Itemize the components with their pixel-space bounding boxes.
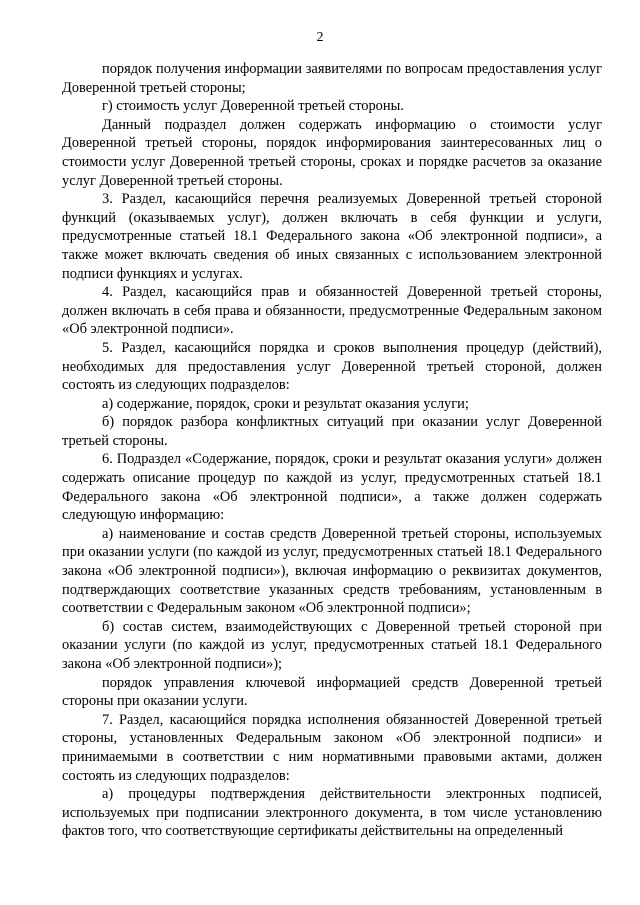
paragraph-section-3: 3. Раздел, касающийся перечня реализуемых Доверенной третьей стороной функций (оказываемых услуг), должен включать в себя функции и услуги, предусмотренные статьей 18.1 Федерального закона «Об электронной подписи», а также может включать сведения об иных связанных с использованием электронной подписи функциях и услугах.	[62, 191, 602, 282]
paragraph-section-6: 6. Подраздел «Содержание, порядок, сроки и результат оказания услуги» должен содержать описание процедур по каждой из услуг, предусмотренных статьей 18.1 Федерального закона «Об электронной подписи», а также должен содержать следующую информацию:	[62, 451, 602, 524]
paragraph-cost-subsection: Данный подраздел должен содержать информацию о стоимости услуг Доверенной третьей стороны, порядок информирования заинтересованных лиц о стоимости услуг Доверенной третьей стороны, сроках и порядке расчетов за оказание услуг Доверенной третьей стороны.	[62, 116, 602, 189]
paragraph-section-7-item-a: а) процедуры подтверждения действительности электронных подписей, используемых при подписании электронного документа, в том числе установлению фактов того, что соответствующие сертификаты действительны на определенный	[62, 786, 602, 840]
document-body	[62, 60, 602, 841]
paragraph-item-g-cost: г) стоимость услуг Доверенной третьей стороны.	[102, 98, 404, 115]
paragraph-section-5: 5. Раздел, касающийся порядка и сроков выполнения процедур (действий), необходимых для предоставления услуг Доверенной третьей стороной, должен состоять из следующих подразделов:	[62, 339, 602, 394]
paragraph-section-6-item-b: б) состав систем, взаимодействующих с Доверенной третьей стороной при оказании услуги (по каждой из услуг, предусмотренных статьей 18.1 Федерального закона «Об электронной подписи»);	[62, 618, 602, 672]
paragraph-section-7: 7. Раздел, касающийся порядка исполнения обязанностей Доверенной третьей стороны, установленных Федеральным законом «Об электронной подписи» и принимаемыми в соответствии с ним нормативными правовыми актами, должен состоять из следующих подразделов:	[62, 711, 602, 784]
paragraph-information-procedure: порядок получения информации заявителями по вопросам предоставления услуг Доверенной третьей стороны;	[62, 61, 602, 96]
page-number: 2	[316, 30, 324, 45]
paragraph-section-5-item-b: б) порядок разбора конфликтных ситуаций при оказании услуг Доверенной третьей стороны.	[62, 414, 602, 449]
paragraph-key-management: порядок управления ключевой информацией средств Доверенной третьей стороны при оказании услуги.	[62, 674, 602, 710]
paragraph-section-4: 4. Раздел, касающийся прав и обязанностей Доверенной третьей стороны, должен включать в себя права и обязанности, предусмотренные Федеральным законом «Об электронной подписи».	[62, 284, 602, 338]
paragraph-section-5-item-a: а) содержание, порядок, сроки и результат оказания услуги;	[102, 395, 469, 412]
paragraph-section-6-item-a: а) наименование и состав средств Доверенной третьей стороны, используемых при оказании услуги (по каждой из услуг, предусмотренных статьей 18.1 Федерального закона «Об электронной подписи»), включая информацию о реквизитах документов, подтверждающих соответствие указанных средств требованиям, установленным в соответствии с Федеральным законом «Об электронной подписи»;	[62, 525, 602, 617]
